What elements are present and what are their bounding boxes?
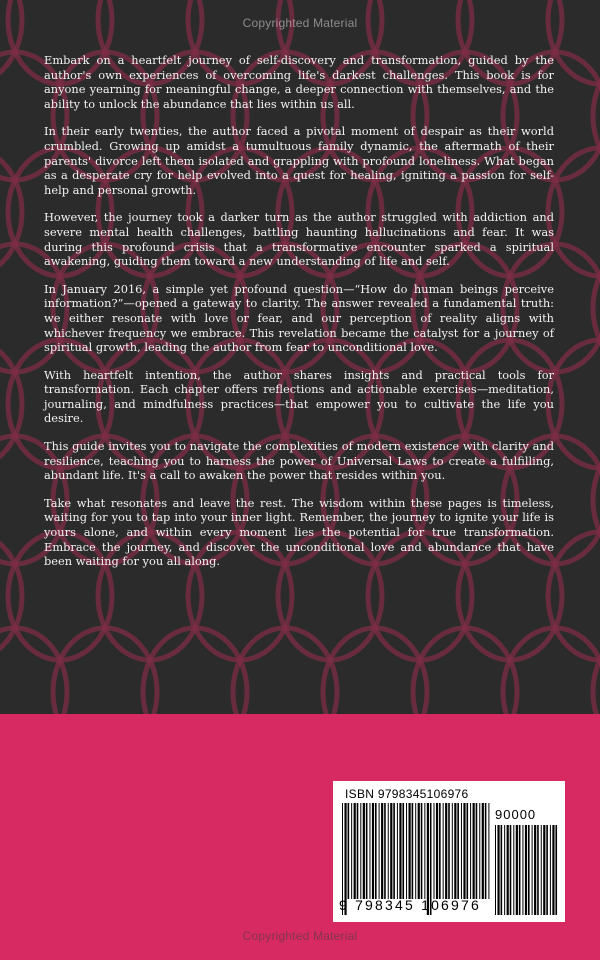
barcode-bar bbox=[448, 803, 450, 899]
barcode-bar bbox=[552, 825, 554, 915]
blurb-paragraph-2: In their early twenties, the author faced a pivotal moment of despair as their world crumbled. Growing up amidst a tumultuous family dynamic, the aftermath of their parents' divorce left them isolated and grappling with profound loneliness. What began as a desperate cry for help evolved into a quest for healing, igniting a passion for self-help and personal growth. bbox=[44, 124, 554, 197]
barcode-bar bbox=[546, 825, 548, 915]
barcode-bar bbox=[516, 825, 518, 915]
barcode-bar bbox=[443, 803, 444, 899]
pattern-ring bbox=[593, 628, 600, 714]
barcode-bar bbox=[421, 803, 423, 899]
barcode-bar bbox=[476, 803, 478, 899]
barcode-bar bbox=[390, 803, 392, 899]
barcode-bar bbox=[473, 803, 475, 899]
blurb-paragraph-1: Embark on a heartfelt journey of self-discovery and transformation, guided by the author's own experiences of overcoming life's darkest challenges. This book is for anyone yearning for meaningful change, a deeper connection with themselves, and the ability to unlock the abundance that lies within us all. bbox=[44, 53, 554, 111]
barcode-bar bbox=[354, 803, 356, 899]
barcode-bar bbox=[467, 803, 469, 899]
barcode-bar bbox=[372, 803, 374, 899]
isbn-barcode bbox=[333, 781, 565, 922]
barcode-bar bbox=[397, 803, 398, 899]
pattern-ring bbox=[0, 340, 22, 468]
barcode-bar bbox=[501, 825, 503, 915]
barcode-bar bbox=[537, 825, 539, 915]
watermark-bottom: Copyrighted Material bbox=[242, 929, 358, 943]
barcode-bar bbox=[454, 803, 456, 899]
barcode-bar bbox=[532, 825, 533, 915]
barcode-bar bbox=[495, 825, 496, 915]
barcode-bar bbox=[402, 803, 404, 899]
barcode-bar bbox=[375, 803, 377, 899]
barcode-bar bbox=[470, 803, 471, 899]
barcode-bar bbox=[409, 803, 411, 899]
pattern-ring bbox=[0, 148, 22, 276]
barcode-bar bbox=[543, 825, 545, 915]
barcode-bar bbox=[457, 803, 459, 899]
isbn-digits: 9 798345 106976 bbox=[339, 897, 481, 913]
barcode-bar bbox=[406, 803, 407, 899]
barcode-bar bbox=[445, 803, 447, 899]
barcode-bar bbox=[415, 803, 416, 899]
blurb-paragraph-5: With heartfelt intention, the author shares insights and practical tools for transformation. Each chapter offers reflections and actionable exercises—meditation, journaling, and mindfulness practices—that empower you to cultivate the life you desire. bbox=[44, 367, 554, 426]
barcode-bar bbox=[360, 803, 361, 899]
barcode-bar bbox=[528, 825, 530, 915]
barcode-bar bbox=[555, 825, 557, 915]
barcode-bar bbox=[452, 803, 453, 899]
pattern-ring bbox=[548, 340, 600, 468]
blurb-paragraph-6: This guide invites you to navigate the complexities of modern existence with clarity and resilience, teaching you to harness the power of Universal Laws to create a fulfilling, abundant life. It's a call to awaken the power that resides within you. bbox=[44, 439, 554, 483]
pattern-ring bbox=[0, 532, 22, 660]
barcode-bar bbox=[463, 803, 465, 899]
barcode-bar bbox=[381, 803, 383, 899]
watermark-top: Copyrighted Material bbox=[242, 16, 358, 30]
barcode-bar bbox=[434, 803, 435, 899]
barcode-bar bbox=[366, 803, 368, 899]
addon-barcode-bars bbox=[494, 825, 558, 915]
barcode-bar bbox=[507, 825, 509, 915]
barcode-bar bbox=[388, 803, 389, 899]
price-code: 90000 bbox=[495, 807, 537, 822]
barcode-bar bbox=[488, 803, 489, 899]
barcode-bar bbox=[348, 803, 350, 899]
barcode-bar bbox=[534, 825, 536, 915]
barcode-bar bbox=[384, 803, 386, 899]
barcode-bar bbox=[504, 825, 505, 915]
barcode-bar bbox=[439, 803, 441, 899]
barcode-bar bbox=[513, 825, 514, 915]
barcode-bar bbox=[461, 803, 462, 899]
barcode-bar bbox=[519, 825, 521, 915]
barcode-bar bbox=[541, 825, 542, 915]
pattern-ring bbox=[548, 148, 600, 276]
blurb-paragraph-7: Take what resonates and leave the rest. The wisdom within these pages is timeless, waiting for you to tap into your inner light. Remember, the journey to ignite your life is yours alone, and within every moment lies the potential for true transformation. Embrace the journey, and discover the unconditional love and abundance that have been waiting for you all along. bbox=[44, 495, 554, 569]
barcode-bar bbox=[485, 803, 487, 899]
barcode-bar bbox=[525, 825, 527, 915]
barcode-bar bbox=[479, 803, 480, 899]
barcode-bar bbox=[482, 803, 484, 899]
barcode-bar bbox=[550, 825, 551, 915]
isbn-label: ISBN 9798345106976 bbox=[345, 787, 469, 801]
barcode-bar bbox=[369, 803, 370, 899]
barcode-bar bbox=[522, 825, 523, 915]
barcode-bar bbox=[379, 803, 380, 899]
barcode-bar bbox=[418, 803, 420, 899]
barcode-bar bbox=[393, 803, 395, 899]
blurb-paragraph-4: In January 2016, a simple yet profound question—“How do human beings perceive information?”—opened a gateway to clarity. The answer revealed a fundamental truth: we either resonate with love or fear, and our perception of reality aligns with whichever frequency we embrace. This revelation became the catalyst for a journey of spiritual growth, leading the author from fear to unconditional love. bbox=[44, 281, 554, 355]
barcode-bar bbox=[351, 803, 352, 899]
barcode-bar bbox=[357, 803, 359, 899]
barcode-bar bbox=[510, 825, 512, 915]
barcode-bar bbox=[497, 825, 499, 915]
pattern-ring bbox=[548, 532, 600, 660]
barcode-bar bbox=[424, 803, 425, 899]
back-cover-blurb bbox=[44, 53, 554, 582]
blurb-paragraph-3: However, the journey took a darker turn as the author struggled with addiction and severe mental health challenges, battling haunting hallucinations and fear. It was during this profound crisis that a transformative encounter sparked a spiritual awakening, guiding them toward a new understanding of life and self. bbox=[44, 210, 554, 269]
barcode-bar bbox=[412, 803, 414, 899]
barcode-bar bbox=[399, 803, 401, 899]
barcode-bar bbox=[363, 803, 365, 899]
barcode-bar bbox=[436, 803, 438, 899]
